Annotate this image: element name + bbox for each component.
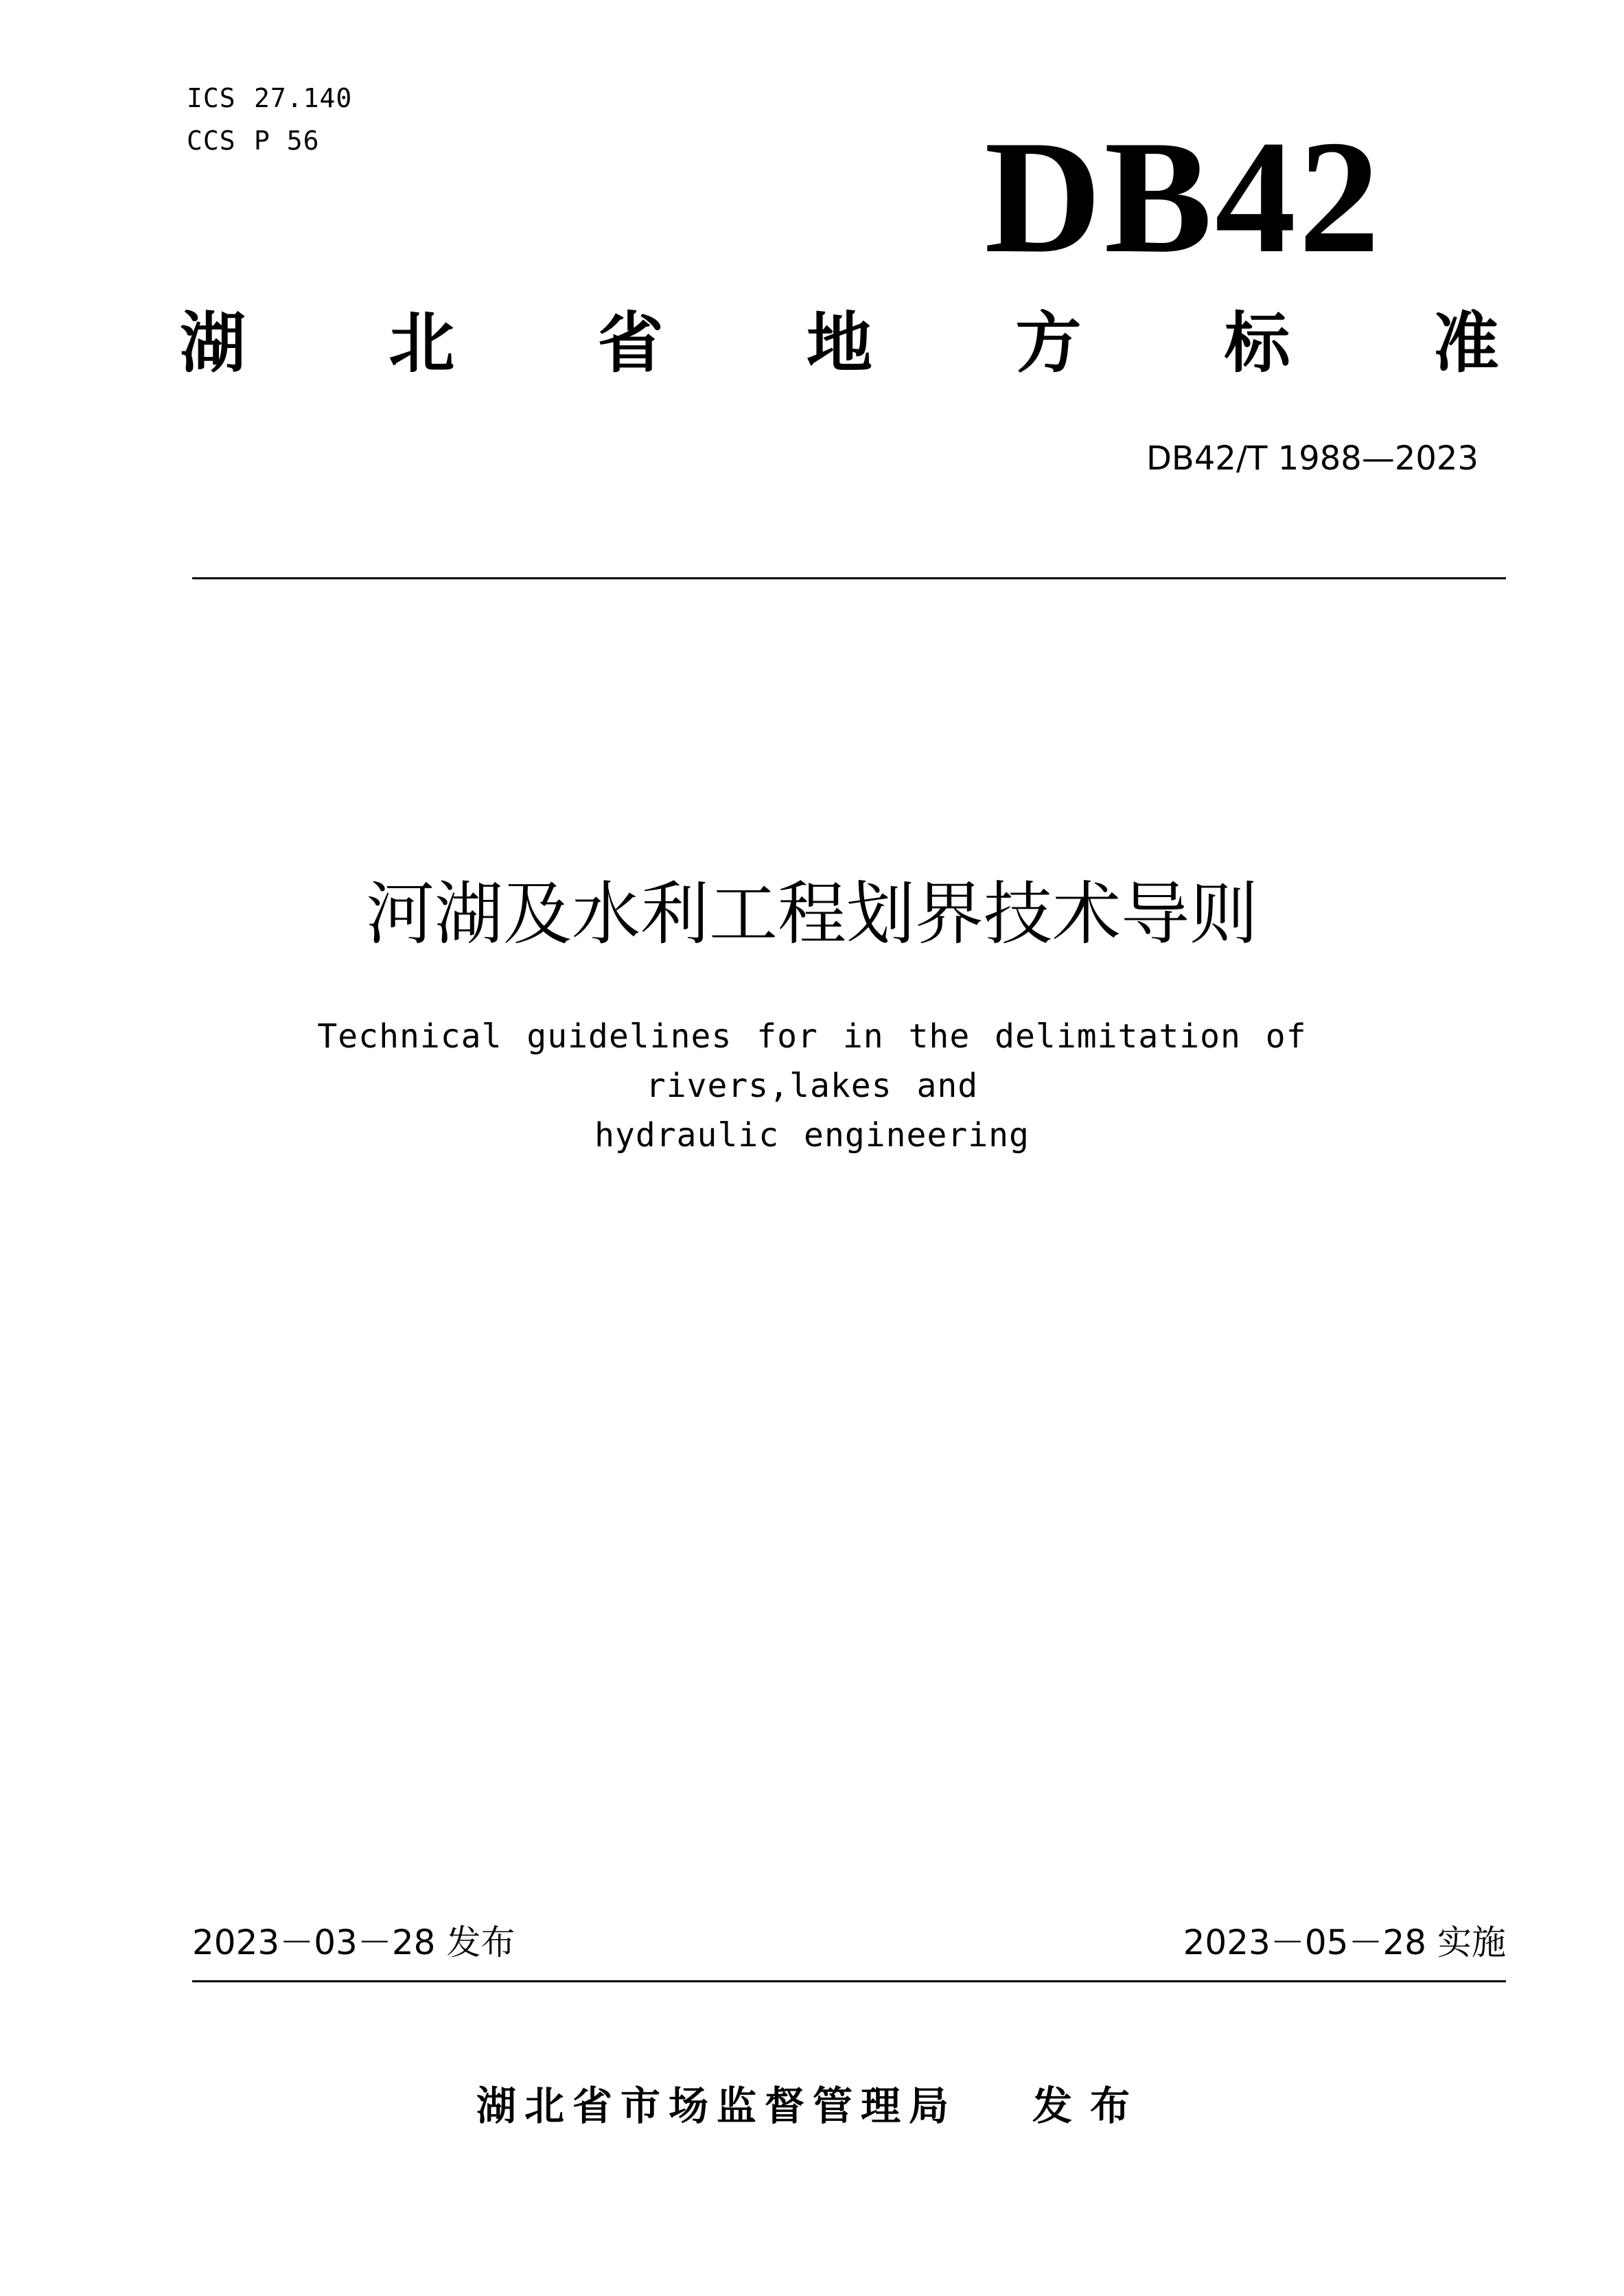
publisher-name: 湖北省市场监督管理局: [476, 2083, 957, 2129]
english-title-line-2: hydraulic engineering: [594, 1116, 1030, 1155]
standard-type-char: 标: [1224, 305, 1290, 382]
ics-row: [187, 77, 352, 119]
bottom-divider: [192, 1980, 1506, 1982]
ccs-row: [187, 119, 352, 162]
publisher-line: [0, 2083, 1624, 2131]
english-title-line-1: Technical guidelines for in the delimitation of rivers,lakes and: [317, 1017, 1307, 1105]
issue-date: 2023－03－28 发布: [192, 1923, 515, 1962]
standard-type-heading: [180, 305, 1499, 382]
standard-type-char: 地: [806, 305, 872, 382]
standard-number: DB42/T 1988—2023: [1146, 439, 1478, 478]
ics-label: ICS: [187, 83, 236, 113]
document-title-chinese: 河湖及水利工程划界技术导则: [366, 874, 1258, 954]
publisher-action: 发布: [1032, 2083, 1148, 2129]
standard-type-char: 准: [1432, 305, 1499, 382]
db-standard-mark: DB42: [984, 108, 1382, 287]
document-title-english: [206, 1012, 1418, 1160]
standard-type-char: 湖: [180, 305, 246, 382]
standard-type-char: 省: [597, 305, 664, 382]
classification-codes: [187, 77, 352, 162]
ccs-label: CCS: [187, 126, 236, 156]
standard-type-char: 北: [388, 305, 455, 382]
effective-date: 2023－05－28 实施: [1183, 1923, 1506, 1962]
standard-type-char: 方: [1015, 305, 1082, 382]
ics-code: 27.140: [254, 83, 353, 113]
top-divider: [192, 577, 1506, 579]
ccs-code: P 56: [254, 126, 320, 156]
